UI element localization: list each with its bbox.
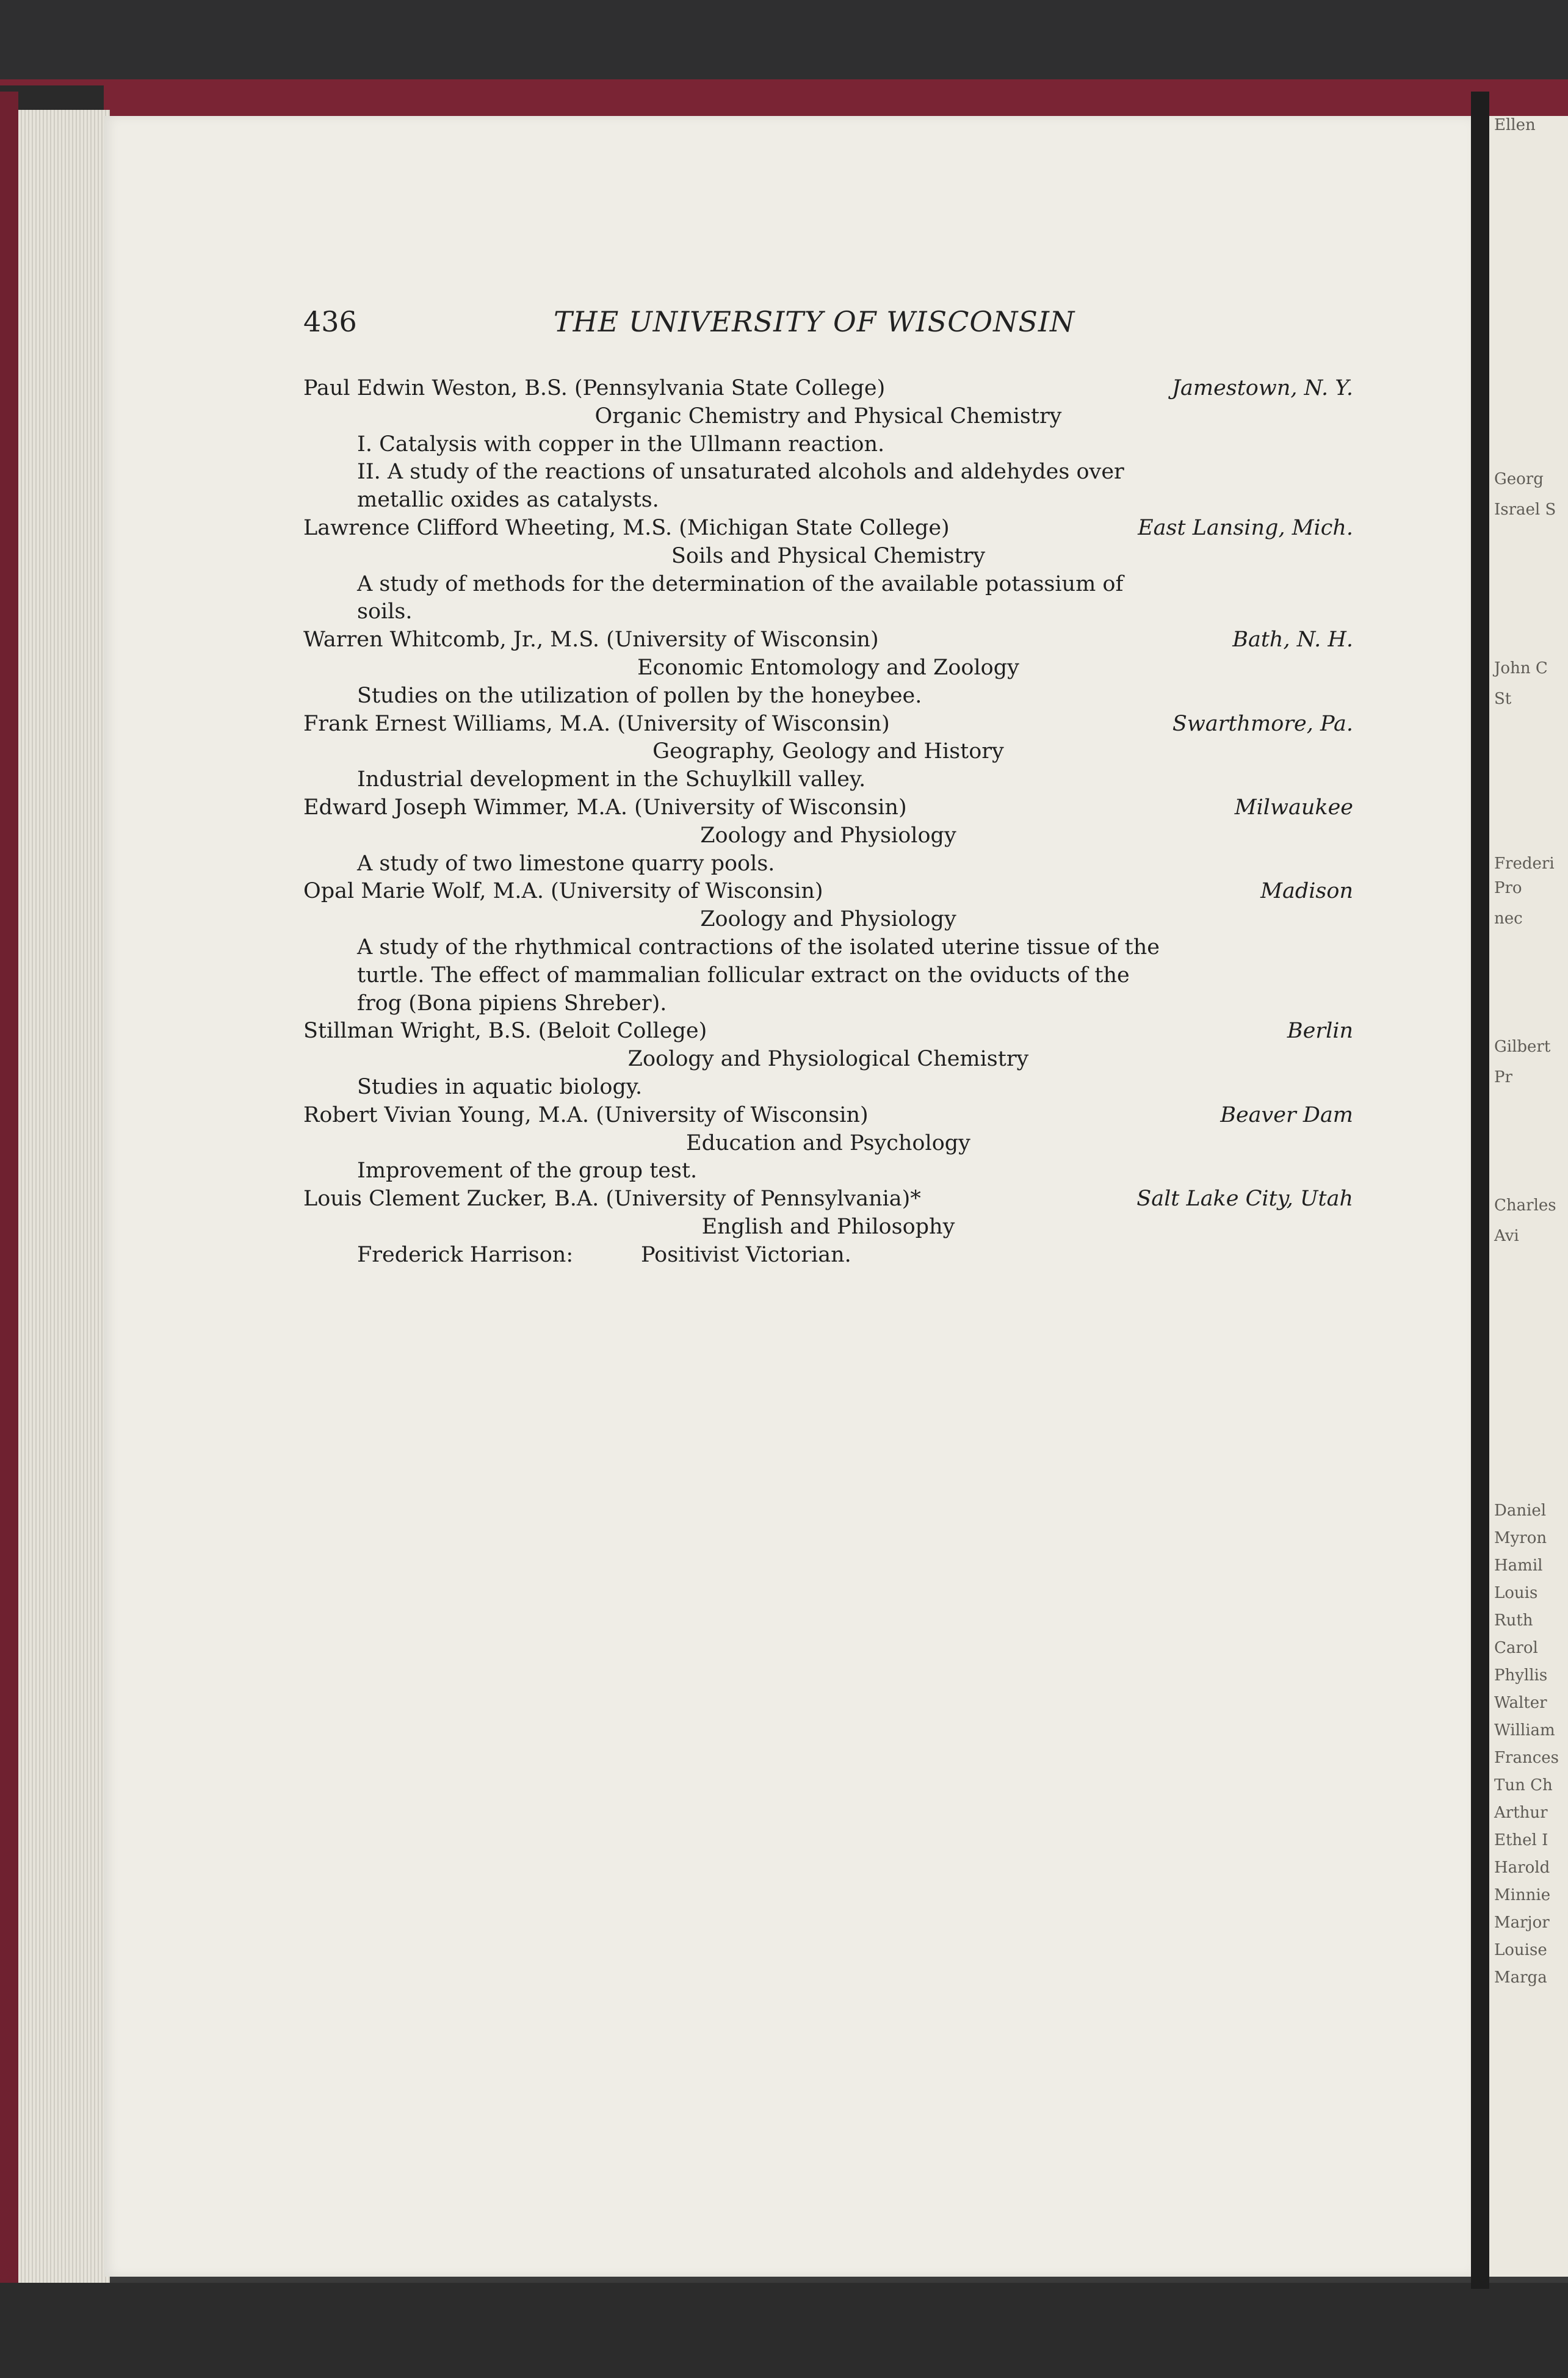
thesis-line — [303, 766, 1353, 794]
department-line — [303, 1130, 1353, 1158]
thesis-title: Industrial development in the Schuylkill valley. — [357, 767, 866, 792]
hometown: Swarthmore, Pa. — [1172, 711, 1353, 736]
thesis-title: A study of the rhythmical contractions of the isolated uterine tissue of the — [357, 934, 1160, 960]
department-line — [303, 1046, 1353, 1074]
entry-heading-line — [303, 375, 1353, 403]
department-line — [303, 906, 1353, 934]
hometown: Jamestown, N. Y. — [1171, 376, 1353, 400]
thesis-line — [303, 962, 1353, 990]
thesis-line — [303, 571, 1353, 599]
adjacent-page — [1489, 116, 1568, 2277]
thesis-title: turtle. The effect of mammalian follicular extract on the oviducts of the — [357, 963, 1130, 988]
department: English and Philosophy — [701, 1214, 955, 1239]
entry-heading-line — [303, 1017, 1353, 1046]
thesis-title: Improvement of the group test. — [357, 1158, 698, 1184]
scan-background-top — [0, 0, 1568, 92]
adjacent-page-name-fragment: Tun Ch — [1494, 1776, 1553, 1794]
hometown: Berlin — [1287, 1019, 1353, 1044]
adjacent-page-name-fragment: Harold — [1494, 1859, 1550, 1877]
adjacent-page-name-fragment: Hamil — [1494, 1556, 1543, 1575]
entry-heading-line — [303, 794, 1353, 822]
thesis-line — [303, 431, 1353, 459]
entry-heading-line — [303, 1102, 1353, 1130]
adjacent-page-name-fragment: Ellen — [1494, 116, 1536, 134]
hometown: Madison — [1260, 879, 1353, 904]
adjacent-page-name-fragment: Avi — [1494, 1227, 1519, 1245]
adjacent-page-name-fragment: Pro — [1494, 879, 1522, 897]
thesis-title: metallic oxides as catalysts. — [357, 488, 659, 513]
graduate-name: Stillman Wright, B.S. (Beloit College) — [303, 1019, 707, 1044]
entry-heading-line — [303, 515, 1353, 543]
graduate-name: Opal Marie Wolf, M.A. (University of Wisconsin) — [303, 879, 823, 904]
graduate-name: Frank Ernest Williams, M.A. (University of Wisconsin) — [303, 711, 890, 736]
graduate-name: Lawrence Clifford Wheeting, M.S. (Michigan State College) — [303, 515, 950, 540]
thesis-title: Studies in aquatic biology. — [357, 1074, 643, 1099]
page-stack-edges — [18, 110, 110, 2283]
thesis-line — [303, 598, 1353, 626]
graduate-name: Warren Whitcomb, Jr., M.S. (University of Wisconsin) — [303, 627, 879, 652]
adjacent-page-name-fragment: Frances — [1494, 1749, 1559, 1767]
department-line — [303, 822, 1353, 850]
thesis-title: Positivist Victorian. — [641, 1242, 851, 1267]
adjacent-page-name-fragment: John C — [1494, 659, 1548, 678]
running-title: THE UNIVERSITY OF WISCONSIN — [554, 305, 1075, 338]
department-line — [303, 1213, 1353, 1241]
adjacent-page-name-fragment: Walter — [1494, 1694, 1547, 1712]
book-gutter — [1471, 92, 1489, 2289]
department-line — [303, 654, 1353, 682]
adjacent-page-name-fragment: St — [1494, 690, 1512, 708]
entry-heading-line — [303, 710, 1353, 739]
thesis-line — [303, 1157, 1353, 1185]
adjacent-page-name-fragment: Frederi — [1494, 855, 1555, 873]
thesis-title: frog (Bona pipiens Shreber). — [357, 991, 667, 1016]
hometown: Bath, N. H. — [1232, 627, 1353, 652]
adjacent-page-name-fragment: Louis — [1494, 1584, 1538, 1602]
entry-list — [303, 375, 1353, 1270]
scan-background-bottom — [0, 2283, 1568, 2378]
thesis-line — [303, 1074, 1353, 1102]
adjacent-page-name-fragment: Daniel — [1494, 1502, 1547, 1520]
thesis-title: Studies on the utilization of pollen by the honeybee. — [357, 683, 922, 708]
department: Economic Entomology and Zoology — [637, 655, 1019, 680]
thesis-title: A study of two limestone quarry pools. — [357, 851, 775, 876]
thesis-title: soils. — [357, 599, 413, 624]
graduate-name: Edward Joseph Wimmer, M.A. (University of Wisconsin) — [303, 795, 907, 820]
thesis-line — [303, 682, 1353, 710]
adjacent-page-name-fragment: Ruth — [1494, 1611, 1533, 1630]
adjacent-page-name-fragment: Louise — [1494, 1941, 1547, 1959]
adjacent-page-name-fragment: Pr — [1494, 1068, 1512, 1086]
adjacent-page-name-fragment: Phyllis — [1494, 1666, 1548, 1685]
adjacent-page-name-fragment: Arthur — [1494, 1804, 1548, 1822]
final-thesis-line — [303, 1241, 1353, 1270]
adjacent-page-name-fragment: Charles — [1494, 1196, 1556, 1215]
thesis-line — [303, 458, 1353, 486]
thesis-title: A study of methods for the determination of the available potassium of — [357, 571, 1124, 596]
department: Education and Psychology — [686, 1130, 970, 1155]
hometown: Beaver Dam — [1220, 1102, 1353, 1127]
entry-heading-line — [303, 878, 1353, 906]
book-spine-edge — [0, 92, 18, 2289]
thesis-title: II. A study of the reactions of unsaturated alcohols and aldehydes over — [357, 460, 1124, 485]
hometown: East Lansing, Mich. — [1138, 515, 1353, 540]
adjacent-page-name-fragment: Gilbert — [1494, 1038, 1551, 1056]
thesis-title: I. Catalysis with copper in the Ullmann reaction. — [357, 432, 885, 457]
adjacent-page-name-fragment: Carol — [1494, 1639, 1538, 1657]
department: Zoology and Physiological Chemistry — [627, 1047, 1029, 1072]
thesis-line — [303, 850, 1353, 878]
department: Organic Chemistry and Physical Chemistry — [594, 403, 1062, 428]
hometown: Salt Lake City, Utah — [1136, 1187, 1353, 1212]
hometown: Milwaukee — [1234, 795, 1353, 820]
adjacent-page-names — [1489, 116, 1568, 2277]
adjacent-page-name-fragment: Minnie — [1494, 1886, 1551, 1904]
department: Geography, Geology and History — [652, 739, 1004, 764]
department: Zoology and Physiology — [700, 907, 956, 932]
thesis-line — [303, 990, 1353, 1018]
adjacent-page-name-fragment: Ethel I — [1494, 1831, 1548, 1849]
adjacent-page-name-fragment: nec — [1494, 909, 1523, 928]
department: Soils and Physical Chemistry — [671, 543, 986, 568]
adjacent-page-name-fragment: Myron — [1494, 1529, 1547, 1547]
adjacent-page-name-fragment: Georg — [1494, 470, 1544, 488]
thesis-label: Frederick Harrison: — [357, 1242, 574, 1267]
adjacent-page-name-fragment: Marga — [1494, 1968, 1547, 1987]
thesis-line — [303, 486, 1353, 515]
adjacent-page-name-fragment: William — [1494, 1721, 1555, 1740]
graduate-name: Paul Edwin Weston, B.S. (Pennsylvania State College) — [303, 376, 886, 400]
page-header — [303, 305, 1353, 348]
thesis-line — [303, 934, 1353, 962]
page-number: 436 — [303, 305, 357, 338]
adjacent-page-name-fragment: Israel S — [1494, 501, 1556, 519]
entry-heading-line — [303, 1185, 1353, 1213]
adjacent-page-name-fragment: Marjor — [1494, 1914, 1550, 1932]
department: Zoology and Physiology — [700, 823, 956, 848]
department-line — [303, 403, 1353, 431]
graduate-name: Louis Clement Zucker, B.A. (University of Pennsylvania)* — [303, 1187, 921, 1212]
department-line — [303, 738, 1353, 766]
department-line — [303, 543, 1353, 571]
graduate-name: Robert Vivian Young, M.A. (University of Wisconsin) — [303, 1102, 869, 1127]
entry-heading-line — [303, 626, 1353, 654]
